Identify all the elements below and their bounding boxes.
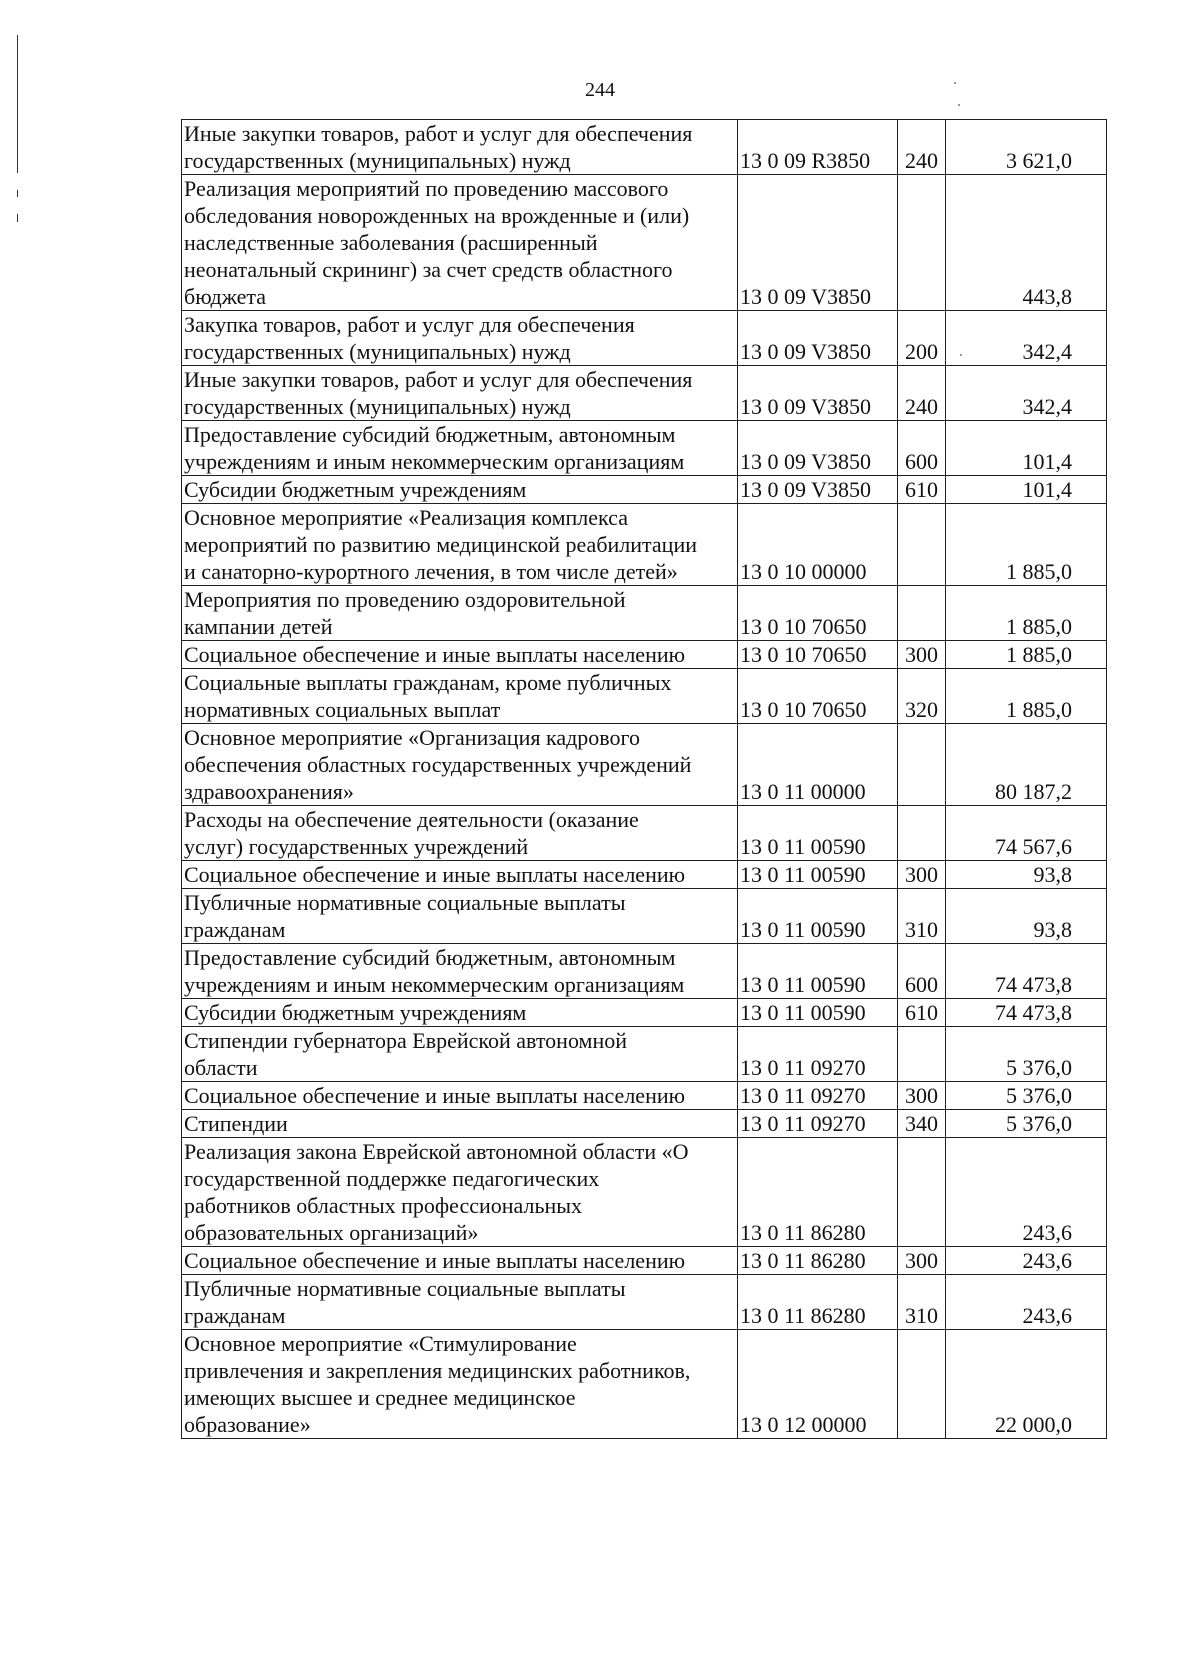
row-type-cell: 320 (898, 669, 946, 724)
row-code-cell: 13 0 11 86280 (738, 1247, 898, 1275)
row-name-cell: Социальные выплаты гражданам, кроме публичных нормативных социальных выплат (182, 669, 738, 724)
scan-edge-marks (0, 0, 40, 240)
row-code-cell: 13 0 09 V3850 (738, 311, 898, 366)
row-sum-cell: 74 473,8 (946, 944, 1107, 999)
table-row (182, 1330, 1107, 1439)
row-name-cell: Субсидии бюджетным учреждениям (182, 999, 738, 1027)
row-name-cell: Реализация мероприятий по проведению массового обследования новорожденных на врожденные и (или) наследственные заболевания (расширенный неонатальный скрининг) за счет средств областного бюджета (182, 175, 738, 311)
row-sum-cell: 1 885,0 (946, 669, 1107, 724)
row-code-cell: 13 0 11 00000 (738, 724, 898, 806)
table-row (182, 889, 1107, 944)
row-code-cell: 13 0 11 00590 (738, 806, 898, 861)
table-row (182, 861, 1107, 889)
row-name-cell: Закупка товаров, работ и услуг для обеспечения государственных (муниципальных) нужд (182, 311, 738, 366)
table-body (182, 120, 1107, 1439)
table-row (182, 944, 1107, 999)
table-row (182, 504, 1107, 586)
row-code-cell: 13 0 09 V3850 (738, 366, 898, 421)
row-code-cell: 13 0 12 00000 (738, 1330, 898, 1439)
row-type-cell (898, 724, 946, 806)
table-row (182, 999, 1107, 1027)
row-type-cell: 310 (898, 1275, 946, 1330)
budget-table (181, 119, 1107, 1439)
scan-speck (954, 82, 956, 84)
row-code-cell: 13 0 11 09270 (738, 1082, 898, 1110)
table-row (182, 311, 1107, 366)
row-code-cell: 13 0 11 00590 (738, 889, 898, 944)
row-code-cell: 13 0 09 V3850 (738, 476, 898, 504)
table-row (182, 1275, 1107, 1330)
row-name-cell: Мероприятия по проведению оздоровительной кампании детей (182, 586, 738, 641)
row-name-cell: Основное мероприятие «Организация кадрового обеспечения областных государственных учреждений здравоохранения» (182, 724, 738, 806)
row-type-cell (898, 586, 946, 641)
row-name-cell: Иные закупки товаров, работ и услуг для обеспечения государственных (муниципальных) нужд (182, 366, 738, 421)
row-type-cell: 340 (898, 1110, 946, 1138)
table-row (182, 806, 1107, 861)
row-code-cell: 13 0 11 86280 (738, 1275, 898, 1330)
table-row (182, 641, 1107, 669)
row-type-cell: 600 (898, 421, 946, 476)
row-type-cell (898, 1027, 946, 1082)
row-code-cell: 13 0 10 70650 (738, 641, 898, 669)
row-name-cell: Социальное обеспечение и иные выплаты населению (182, 861, 738, 889)
row-type-cell: 300 (898, 1247, 946, 1275)
row-sum-cell: 342,4 (946, 366, 1107, 421)
row-code-cell: 13 0 10 70650 (738, 669, 898, 724)
row-name-cell: Социальное обеспечение и иные выплаты населению (182, 1247, 738, 1275)
table-row (182, 1082, 1107, 1110)
row-name-cell: Субсидии бюджетным учреждениям (182, 476, 738, 504)
row-name-cell: Реализация закона Еврейской автономной области «О государственной поддержке педагогических работников областных профессиональных образовательных организаций» (182, 1138, 738, 1247)
row-type-cell: 300 (898, 861, 946, 889)
row-code-cell: 13 0 10 00000 (738, 504, 898, 586)
row-sum-cell: 1 885,0 (946, 586, 1107, 641)
row-sum-cell: 243,6 (946, 1247, 1107, 1275)
row-sum-cell: 243,6 (946, 1138, 1107, 1247)
row-code-cell: 13 0 11 00590 (738, 999, 898, 1027)
table-row (182, 1110, 1107, 1138)
row-type-cell: 200 (898, 311, 946, 366)
table-row (182, 669, 1107, 724)
table-row (182, 1138, 1107, 1247)
row-type-cell (898, 504, 946, 586)
row-sum-cell: 93,8 (946, 861, 1107, 889)
row-type-cell: 240 (898, 366, 946, 421)
row-code-cell: 13 0 09 R3850 (738, 120, 898, 175)
row-sum-cell: 93,8 (946, 889, 1107, 944)
row-code-cell: 13 0 11 00590 (738, 944, 898, 999)
row-type-cell (898, 1330, 946, 1439)
row-name-cell: Предоставление субсидий бюджетным, автономным учреждениям и иным некоммерческим организациям (182, 944, 738, 999)
row-code-cell: 13 0 10 70650 (738, 586, 898, 641)
row-code-cell: 13 0 11 00590 (738, 861, 898, 889)
row-name-cell: Иные закупки товаров, работ и услуг для обеспечения государственных (муниципальных) нужд (182, 120, 738, 175)
table-row (182, 421, 1107, 476)
row-name-cell: Расходы на обеспечение деятельности (оказание услуг) государственных учреждений (182, 806, 738, 861)
table-row (182, 1247, 1107, 1275)
row-type-cell: 610 (898, 999, 946, 1027)
row-type-cell (898, 806, 946, 861)
row-name-cell: Предоставление субсидий бюджетным, автономным учреждениям и иным некоммерческим организациям (182, 421, 738, 476)
row-name-cell: Публичные нормативные социальные выплаты гражданам (182, 1275, 738, 1330)
row-name-cell: Основное мероприятие «Стимулирование привлечения и закрепления медицинских работников, имеющих высшее и среднее медицинское образование» (182, 1330, 738, 1439)
row-name-cell: Социальное обеспечение и иные выплаты населению (182, 1082, 738, 1110)
row-name-cell: Публичные нормативные социальные выплаты гражданам (182, 889, 738, 944)
row-code-cell: 13 0 11 09270 (738, 1110, 898, 1138)
row-sum-cell: 74 473,8 (946, 999, 1107, 1027)
row-name-cell: Основное мероприятие «Реализация комплекса мероприятий по развитию медицинской реабилитации и санаторно-курортного лечения, в том числе детей» (182, 504, 738, 586)
row-type-cell: 610 (898, 476, 946, 504)
row-code-cell: 13 0 11 86280 (738, 1138, 898, 1247)
row-type-cell: 240 (898, 120, 946, 175)
row-name-cell: Стипендии губернатора Еврейской автономной области (182, 1027, 738, 1082)
table-row (182, 366, 1107, 421)
row-sum-cell: 22 000,0 (946, 1330, 1107, 1439)
row-name-cell: Социальное обеспечение и иные выплаты населению (182, 641, 738, 669)
row-name-cell: Стипендии (182, 1110, 738, 1138)
row-type-cell (898, 175, 946, 311)
scan-speck (958, 104, 960, 106)
row-sum-cell: 5 376,0 (946, 1082, 1107, 1110)
row-code-cell: 13 0 11 09270 (738, 1027, 898, 1082)
row-code-cell: 13 0 09 V3850 (738, 175, 898, 311)
row-type-cell: 300 (898, 641, 946, 669)
page-number: 244 (585, 79, 615, 101)
row-sum-cell: 342,4 (946, 311, 1107, 366)
row-sum-cell: 101,4 (946, 476, 1107, 504)
table-row (182, 1027, 1107, 1082)
table-row (182, 175, 1107, 311)
row-sum-cell: 5 376,0 (946, 1027, 1107, 1082)
row-sum-cell: 1 885,0 (946, 504, 1107, 586)
row-sum-cell: 5 376,0 (946, 1110, 1107, 1138)
row-sum-cell: 1 885,0 (946, 641, 1107, 669)
row-type-cell: 300 (898, 1082, 946, 1110)
row-sum-cell: 243,6 (946, 1275, 1107, 1330)
row-sum-cell: 80 187,2 (946, 724, 1107, 806)
row-sum-cell: 3 621,0 (946, 120, 1107, 175)
table-row (182, 476, 1107, 504)
row-type-cell (898, 1138, 946, 1247)
table-row (182, 724, 1107, 806)
row-sum-cell: 443,8 (946, 175, 1107, 311)
table-row (182, 120, 1107, 175)
row-type-cell: 310 (898, 889, 946, 944)
table-row (182, 586, 1107, 641)
row-code-cell: 13 0 09 V3850 (738, 421, 898, 476)
row-sum-cell: 101,4 (946, 421, 1107, 476)
row-sum-cell: 74 567,6 (946, 806, 1107, 861)
row-type-cell: 600 (898, 944, 946, 999)
